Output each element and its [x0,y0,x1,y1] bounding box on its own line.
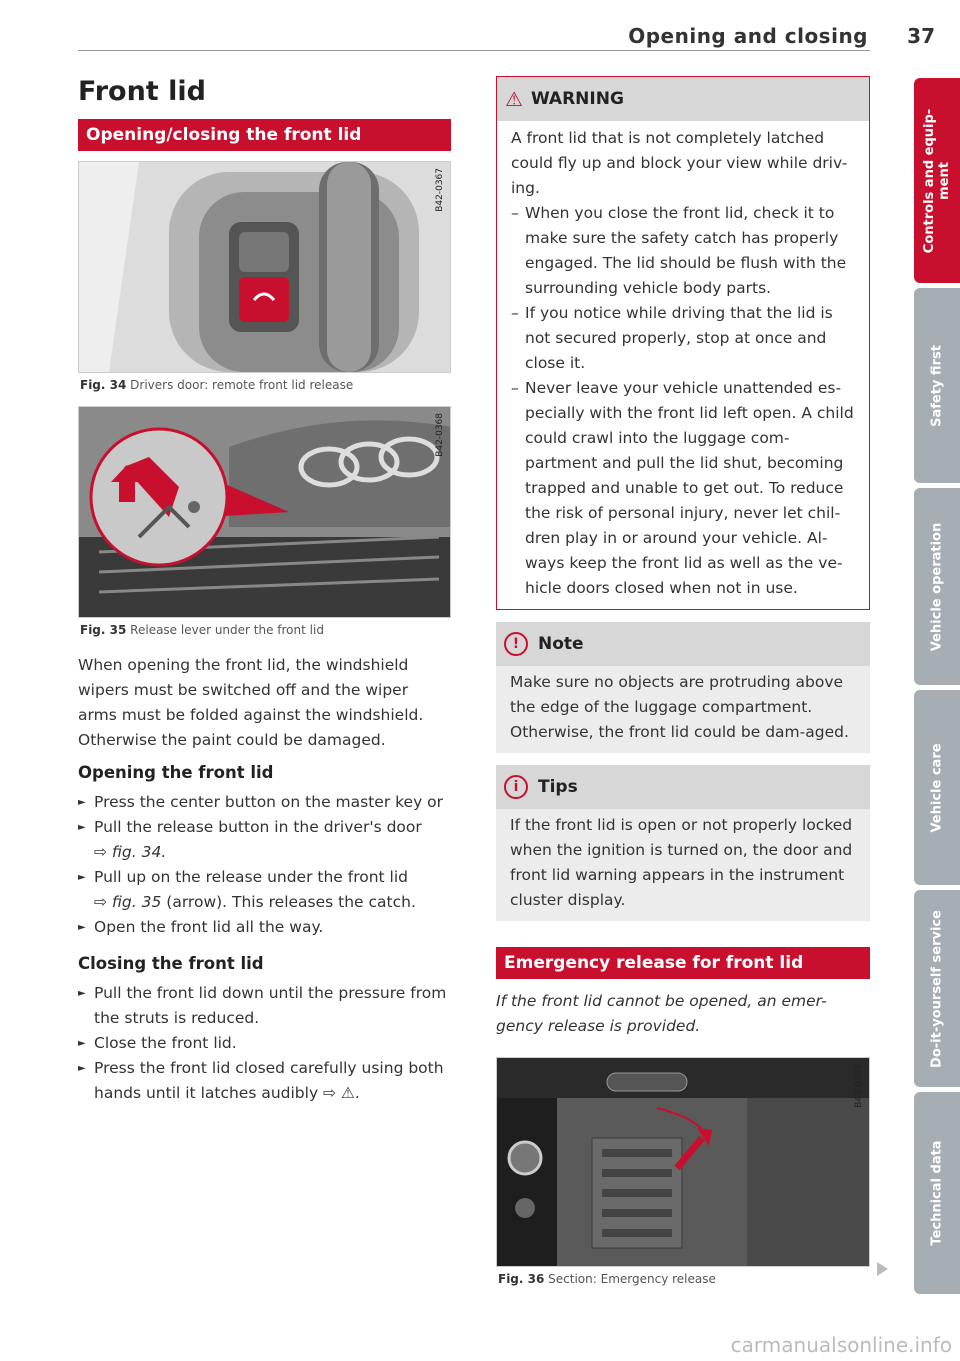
warning-box [496,76,870,610]
list-item: ► Pull the release button in the driver's door ⇨ fig. 34. [78,815,451,865]
continue-arrow-icon [877,1262,888,1276]
figure-caption: Fig. 35 Release lever under the front lid [80,623,324,637]
figure-caption: Fig. 34 Drivers door: remote front lid release [80,378,354,392]
figure-35 [78,406,451,618]
section-bar-opening-closing: Opening/closing the front lid [78,119,451,151]
warning-icon: ⚠ [505,87,523,111]
note-text: Make sure no objects are protruding above the edge of the luggage compartment. Otherwise, the front lid could be dam-aged. [510,673,849,741]
note-header: ! Note [496,622,870,666]
list-item: ► Open the front lid all the way. [78,915,451,940]
page-number: 37 [907,24,935,48]
warning-header: ⚠ WARNING [497,77,869,121]
emergency-release-illustration [497,1058,870,1266]
tips-header: i Tips [496,765,870,809]
figure-34 [78,161,451,373]
warning-list [511,201,855,601]
list-item: ► Press the center button on the master key or [78,790,451,815]
intro-paragraph: When opening the front lid, the windshield wipers must be switched off and the wiper arms must be folded against the windshield. Otherwise the paint could be damaged. [78,656,424,749]
info-icon: i [504,775,528,799]
list-item: ► Pull the front lid down until the pressure from the struts is reduced. [78,981,451,1031]
tips-box [496,765,870,921]
page-heading: Front lid [78,76,206,107]
closing-steps [78,981,451,1106]
figure-code: B42-0368 [435,413,445,457]
tab-safety-first[interactable]: Safety first [914,288,960,483]
section-bar-emergency-release: Emergency release for front lid [496,947,870,979]
tab-technical-data[interactable]: Technical data [914,1092,960,1294]
door-release-illustration [79,162,451,372]
tab-do-it-yourself-service[interactable]: Do-it-yourself service [914,890,960,1087]
list-item: – When you close the front lid, check it to make sure the safety catch has properly engaged. The lid should be flush with the surrounding vehicle body parts. [511,201,855,301]
closing-heading: Closing the front lid [78,954,264,973]
figure-code: B42-0369 [854,1064,864,1108]
right-column [496,76,870,1286]
footer-watermark: carmanualsonline.info [730,1333,952,1357]
tab-vehicle-operation[interactable]: Vehicle operation [914,488,960,685]
list-item: ► Pull up on the release under the front lid ⇨ fig. 35 (arrow). This releases the catch. [78,865,451,915]
opening-steps [78,790,451,940]
figure-code: B42-0367 [435,168,445,212]
tab-vehicle-care[interactable]: Vehicle care [914,690,960,885]
warning-intro: A front lid that is not completely latched could fly up and block your view while driv-ing. [511,129,848,197]
emergency-intro: If the front lid cannot be opened, an emer-gency release is provided. [496,992,827,1035]
tab-controls-and-equipment[interactable]: Controls and equip-ment [914,78,960,283]
list-item: – If you notice while driving that the lid is not secured properly, stop at once and close it. [511,301,855,376]
note-box [496,622,870,753]
figure-36 [496,1057,870,1267]
figure-caption: Fig. 36 Section: Emergency release [498,1272,716,1286]
opening-heading: Opening the front lid [78,763,274,782]
list-item: ► Press the front lid closed carefully using both hands until it latches audibly ⇨ ⚠. [78,1056,451,1106]
list-item: – Never leave your vehicle unattended es-pecially with the front lid left open. A child could crawl into the luggage com-partment and pull the lid shut, becoming trapped and unable to get out. To reduce the risk of personal injury, never let chil-dren play in or around your vehicle. Al-ways keep the front lid as well as the ve-hicle doors closed when not in use. [511,376,855,601]
running-header-title: Opening and closing [628,24,868,48]
header-rule [78,50,870,51]
tips-text: If the front lid is open or not properly locked when the ignition is turned on, the door and front lid warning appears in the instrument cluster display. [510,816,853,909]
note-icon: ! [504,632,528,656]
left-column [78,60,451,1106]
list-item: ► Close the front lid. [78,1031,451,1056]
release-lever-illustration [79,407,451,617]
